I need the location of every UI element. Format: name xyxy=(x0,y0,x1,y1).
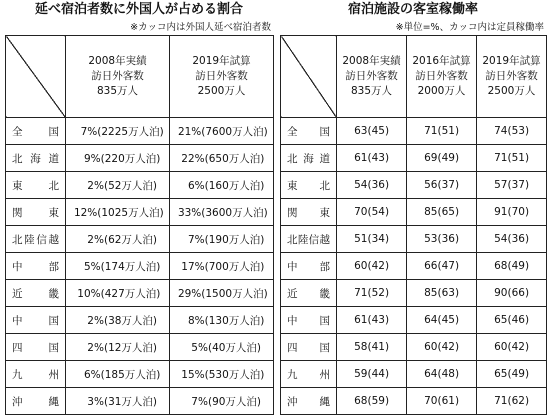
region-label: 沖縄 xyxy=(281,388,337,415)
column-header-2016: 2016年試算 訪日外客数 2000万人 xyxy=(407,36,477,118)
value-cell-2019 xyxy=(477,199,547,226)
value-cell-2008 xyxy=(337,145,407,172)
capacity-occupancy: (61) xyxy=(437,395,460,407)
value-cell-2019 xyxy=(477,172,547,199)
region-label: 中国 xyxy=(6,307,66,334)
room-occupancy: 71 xyxy=(354,287,368,299)
room-occupancy: 71 xyxy=(424,125,438,137)
table-row xyxy=(6,280,274,307)
guest-nights: (52万人泊) xyxy=(103,179,158,192)
value-cell-2008 xyxy=(337,118,407,145)
room-occupancy: 70 xyxy=(424,395,438,407)
capacity-occupancy: (34) xyxy=(367,233,390,245)
region-label: 北陸信越 xyxy=(6,226,66,253)
capacity-occupancy: (49) xyxy=(507,368,530,380)
room-occupancy: 85 xyxy=(424,206,438,218)
table-row xyxy=(6,253,274,280)
table-row xyxy=(6,388,274,415)
guest-nights: (1025万人泊) xyxy=(97,206,164,219)
guest-nights: (174万人泊) xyxy=(100,260,161,273)
column-header-2019: 2019年試算 訪日外客数 2500万人 xyxy=(477,36,547,118)
share-percent: 2% xyxy=(87,341,104,354)
guest-nights: (1500万人泊) xyxy=(201,287,268,300)
table-row xyxy=(281,118,547,145)
capacity-occupancy: (43) xyxy=(367,314,390,326)
capacity-occupancy: (63) xyxy=(437,287,460,299)
value-cell-2008 xyxy=(337,307,407,334)
capacity-occupancy: (66) xyxy=(507,287,530,299)
guest-nights: (530万人泊) xyxy=(204,368,265,381)
value-cell-2008 xyxy=(66,280,170,307)
table-row xyxy=(281,172,547,199)
room-occupancy: 90 xyxy=(494,287,508,299)
value-cell-2016 xyxy=(407,361,477,388)
table-row xyxy=(281,253,547,280)
guest-nights: (700万人泊) xyxy=(204,260,265,273)
capacity-occupancy: (47) xyxy=(437,260,460,272)
value-cell-2008 xyxy=(66,334,170,361)
value-cell-2008 xyxy=(337,334,407,361)
value-cell-2019 xyxy=(170,226,274,253)
guest-nights: (31万人泊) xyxy=(103,395,158,408)
region-label: 関東 xyxy=(281,199,337,226)
value-cell-2008 xyxy=(337,388,407,415)
capacity-occupancy: (42) xyxy=(367,260,390,272)
value-cell-2008 xyxy=(66,361,170,388)
value-cell-2016 xyxy=(407,172,477,199)
capacity-occupancy: (42) xyxy=(437,341,460,353)
guest-nights: (12万人泊) xyxy=(103,341,158,354)
room-occupancy: 54 xyxy=(494,233,508,245)
guest-nights: (427万人泊) xyxy=(100,287,161,300)
guest-nights: (220万人泊) xyxy=(100,152,161,165)
share-percent: 2% xyxy=(87,179,104,192)
value-cell-2019 xyxy=(477,334,547,361)
value-cell-2019 xyxy=(477,388,547,415)
table-row xyxy=(6,199,274,226)
share-percent: 29% xyxy=(177,287,202,300)
left-table-body xyxy=(6,118,274,415)
guest-nights: (90万人泊) xyxy=(207,395,262,408)
room-occupancy: 64 xyxy=(424,314,438,326)
value-cell-2019 xyxy=(170,199,274,226)
value-cell-2019 xyxy=(170,388,274,415)
capacity-occupancy: (42) xyxy=(507,341,530,353)
capacity-occupancy: (70) xyxy=(507,206,530,218)
value-cell-2008 xyxy=(337,226,407,253)
capacity-occupancy: (45) xyxy=(437,314,460,326)
table-row xyxy=(281,388,547,415)
region-label: 沖縄 xyxy=(6,388,66,415)
capacity-occupancy: (52) xyxy=(367,287,390,299)
share-percent: 15% xyxy=(181,368,205,381)
share-percent: 2% xyxy=(87,314,104,327)
value-cell-2008 xyxy=(66,199,170,226)
room-occupancy: 61 xyxy=(354,152,368,164)
value-cell-2016 xyxy=(407,199,477,226)
table-row xyxy=(281,145,547,172)
room-occupancy: 51 xyxy=(354,233,368,245)
room-occupancy: 61 xyxy=(354,314,368,326)
capacity-occupancy: (41) xyxy=(367,341,390,353)
share-percent: 10% xyxy=(77,287,101,300)
region-label: 東北 xyxy=(6,172,66,199)
capacity-occupancy: (49) xyxy=(437,152,460,164)
room-occupancy: 57 xyxy=(494,179,508,191)
room-occupancy: 74 xyxy=(494,125,508,137)
value-cell-2016 xyxy=(407,280,477,307)
region-label: 中部 xyxy=(6,253,66,280)
share-percent: 7% xyxy=(187,233,205,246)
room-occupancy: 65 xyxy=(494,368,508,380)
region-label: 北海道 xyxy=(6,145,66,172)
capacity-occupancy: (45) xyxy=(367,125,390,137)
value-cell-2019 xyxy=(170,118,274,145)
value-cell-2008 xyxy=(66,118,170,145)
region-label: 北陸信越 xyxy=(281,226,337,253)
value-cell-2019 xyxy=(170,172,274,199)
room-occupancy: 54 xyxy=(354,179,368,191)
capacity-occupancy: (65) xyxy=(437,206,460,218)
room-occupancy-table xyxy=(280,35,547,415)
room-occupancy: 56 xyxy=(424,179,438,191)
room-occupancy: 68 xyxy=(354,395,368,407)
right-table-title: 宿泊施設の客室稼働率 xyxy=(347,2,478,17)
room-occupancy: 65 xyxy=(494,314,508,326)
value-cell-2008 xyxy=(66,226,170,253)
capacity-occupancy: (37) xyxy=(507,179,530,191)
corner-cell xyxy=(281,36,337,118)
region-label: 北海道 xyxy=(281,145,337,172)
value-cell-2019 xyxy=(477,118,547,145)
table-row xyxy=(6,334,274,361)
value-cell-2019 xyxy=(170,307,274,334)
room-occupancy: 64 xyxy=(424,368,438,380)
guest-nights: (185万人泊) xyxy=(100,368,161,381)
region-label: 九州 xyxy=(6,361,66,388)
room-occupancy: 91 xyxy=(494,206,508,218)
region-label: 全国 xyxy=(6,118,66,145)
table-row xyxy=(6,118,274,145)
table-row xyxy=(281,361,547,388)
region-label: 九州 xyxy=(281,361,337,388)
share-percent: 12% xyxy=(73,206,98,219)
capacity-occupancy: (48) xyxy=(437,368,460,380)
room-occupancy: 60 xyxy=(424,341,438,353)
region-label: 中部 xyxy=(281,253,337,280)
value-cell-2008 xyxy=(337,253,407,280)
room-occupancy: 60 xyxy=(494,341,508,353)
capacity-occupancy: (49) xyxy=(507,260,530,272)
capacity-occupancy: (51) xyxy=(437,125,460,137)
table-row xyxy=(281,307,547,334)
value-cell-2019 xyxy=(170,334,274,361)
share-percent: 21% xyxy=(177,125,202,138)
value-cell-2008 xyxy=(337,280,407,307)
value-cell-2008 xyxy=(337,199,407,226)
foreign-guest-share-table xyxy=(5,35,274,415)
guest-nights: (190万人泊) xyxy=(204,233,265,246)
room-occupancy: 60 xyxy=(354,260,368,272)
table-row xyxy=(6,172,274,199)
value-cell-2019 xyxy=(170,280,274,307)
share-percent: 7% xyxy=(191,395,208,408)
share-percent: 3% xyxy=(87,395,104,408)
guest-nights: (130万人泊) xyxy=(204,314,265,327)
value-cell-2008 xyxy=(66,253,170,280)
room-occupancy: 71 xyxy=(494,152,508,164)
share-percent: 7% xyxy=(80,125,98,138)
value-cell-2016 xyxy=(407,388,477,415)
capacity-occupancy: (43) xyxy=(367,152,390,164)
value-cell-2008 xyxy=(66,145,170,172)
value-cell-2016 xyxy=(407,226,477,253)
room-occupancy: 69 xyxy=(424,152,438,164)
column-header-2008: 2008年実績 訪日外客数 835万人 xyxy=(66,36,170,118)
share-percent: 22% xyxy=(181,152,205,165)
room-occupancy-panel xyxy=(280,0,546,415)
table-row xyxy=(6,361,274,388)
table-row xyxy=(6,307,274,334)
capacity-occupancy: (59) xyxy=(367,395,390,407)
table-row xyxy=(6,226,274,253)
capacity-occupancy: (36) xyxy=(507,233,530,245)
header-row xyxy=(281,36,547,118)
room-occupancy: 58 xyxy=(354,341,368,353)
column-header-2019: 2019年試算 訪日外客数 2500万人 xyxy=(170,36,274,118)
value-cell-2016 xyxy=(407,253,477,280)
value-cell-2019 xyxy=(170,145,274,172)
value-cell-2019 xyxy=(477,226,547,253)
capacity-occupancy: (51) xyxy=(507,152,530,164)
region-label: 四国 xyxy=(281,334,337,361)
guest-nights: (650万人泊) xyxy=(204,152,265,165)
room-occupancy: 59 xyxy=(354,368,368,380)
value-cell-2019 xyxy=(477,361,547,388)
guest-nights: (7600万人泊) xyxy=(201,125,268,138)
value-cell-2019 xyxy=(170,361,274,388)
share-percent: 33% xyxy=(177,206,202,219)
value-cell-2008 xyxy=(337,361,407,388)
region-label: 関東 xyxy=(6,199,66,226)
guest-nights: (3600万人泊) xyxy=(201,206,268,219)
room-occupancy: 66 xyxy=(424,260,438,272)
room-occupancy: 53 xyxy=(424,233,438,245)
capacity-occupancy: (54) xyxy=(367,206,390,218)
value-cell-2008 xyxy=(66,388,170,415)
value-cell-2008 xyxy=(66,307,170,334)
corner-cell xyxy=(6,36,66,118)
value-cell-2019 xyxy=(477,145,547,172)
region-label: 四国 xyxy=(6,334,66,361)
region-label: 近畿 xyxy=(6,280,66,307)
room-occupancy: 63 xyxy=(354,125,368,137)
capacity-occupancy: (36) xyxy=(367,179,390,191)
left-table-title: 延べ宿泊者数に外国人が占める割合 xyxy=(34,2,243,17)
capacity-occupancy: (53) xyxy=(507,125,530,137)
value-cell-2019 xyxy=(477,307,547,334)
capacity-occupancy: (37) xyxy=(437,179,460,191)
table-row xyxy=(6,145,274,172)
capacity-occupancy: (36) xyxy=(437,233,460,245)
region-label: 全国 xyxy=(281,118,337,145)
share-percent: 17% xyxy=(181,260,205,273)
share-percent: 9% xyxy=(83,152,101,165)
table-row xyxy=(281,199,547,226)
room-occupancy: 70 xyxy=(354,206,368,218)
column-header-2008: 2008年実績 訪日外客数 835万人 xyxy=(337,36,407,118)
value-cell-2016 xyxy=(407,145,477,172)
room-occupancy: 68 xyxy=(494,260,508,272)
foreign-guest-share-panel xyxy=(5,0,273,415)
value-cell-2008 xyxy=(66,172,170,199)
left-table-note: ※カッコ内は外国人延べ宿泊者数 xyxy=(130,22,271,33)
share-percent: 6% xyxy=(187,179,205,192)
share-percent: 2% xyxy=(87,233,104,246)
value-cell-2019 xyxy=(477,253,547,280)
value-cell-2008 xyxy=(337,172,407,199)
share-percent: 5% xyxy=(191,341,208,354)
guest-nights: (160万人泊) xyxy=(204,179,265,192)
region-label: 東北 xyxy=(281,172,337,199)
region-label: 中国 xyxy=(281,307,337,334)
guest-nights: (40万人泊) xyxy=(207,341,262,354)
table-row xyxy=(281,334,547,361)
right-table-body xyxy=(281,118,547,415)
value-cell-2019 xyxy=(170,253,274,280)
guest-nights: (2225万人泊) xyxy=(97,125,164,138)
table-row xyxy=(281,226,547,253)
share-percent: 6% xyxy=(83,368,101,381)
value-cell-2016 xyxy=(407,118,477,145)
table-row xyxy=(281,280,547,307)
region-label: 近畿 xyxy=(281,280,337,307)
room-occupancy: 71 xyxy=(494,395,508,407)
guest-nights: (62万人泊) xyxy=(103,233,158,246)
value-cell-2016 xyxy=(407,307,477,334)
capacity-occupancy: (44) xyxy=(367,368,390,380)
guest-nights: (38万人泊) xyxy=(103,314,158,327)
share-percent: 5% xyxy=(83,260,101,273)
value-cell-2016 xyxy=(407,334,477,361)
right-table-note: ※単位=%、カッコ内は定員稼働率 xyxy=(395,22,544,33)
share-percent: 8% xyxy=(187,314,205,327)
capacity-occupancy: (46) xyxy=(507,314,530,326)
capacity-occupancy: (62) xyxy=(507,395,530,407)
room-occupancy: 85 xyxy=(424,287,438,299)
header-row xyxy=(6,36,274,118)
value-cell-2019 xyxy=(477,280,547,307)
